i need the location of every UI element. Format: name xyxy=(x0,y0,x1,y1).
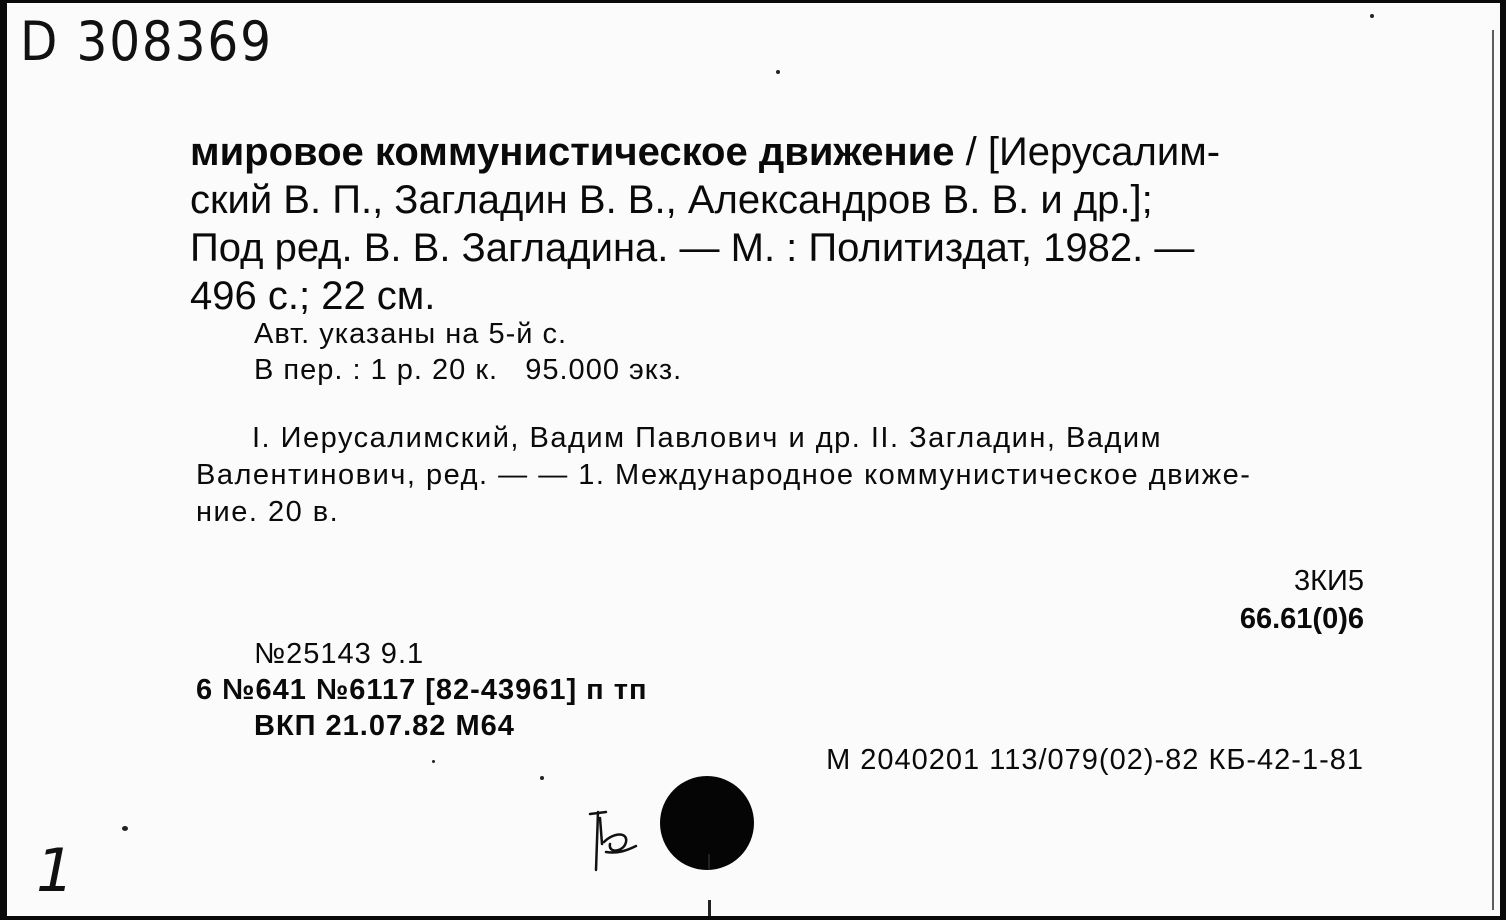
card-border-right xyxy=(1500,0,1506,920)
ink-speck xyxy=(776,70,780,74)
tick-mark-bottom xyxy=(708,900,711,916)
handwritten-mark-icon xyxy=(584,808,644,878)
card-border-top xyxy=(0,0,1506,3)
ink-speck xyxy=(432,760,435,763)
index-line-2: Валентинович, ред. — — 1. Международное коммунистическое движе- xyxy=(196,459,1252,491)
index-line-1: I. Иерусалимский, Вадим Павлович и др. II. Загладин, Вадим xyxy=(252,422,1163,454)
classification-codes xyxy=(1240,562,1364,638)
entry-line-3: Под ред. В. В. Загладина. — М. : Политиздат, 1982. — xyxy=(190,226,1195,270)
entry-line-1-rest: / [Иерусалим- xyxy=(954,130,1221,174)
bibliographic-entry xyxy=(190,128,1370,320)
catalog-line-2: 6 №641 №6117 [82-43961] п тп xyxy=(196,674,648,706)
classification-code-1: 3КИ5 xyxy=(1294,565,1364,597)
entry-line-4: 496 с.; 22 см. xyxy=(190,274,436,318)
classification-code-2: 66.61(0)6 xyxy=(1239,603,1364,635)
entry-notes xyxy=(254,316,682,388)
catalog-line-1: №25143 9.1 xyxy=(254,638,425,670)
entry-line-1 xyxy=(190,128,1370,176)
catalog-line-3: ВКП 21.07.82 М64 xyxy=(254,710,515,742)
catalog-numbers xyxy=(196,636,647,744)
call-number: D 308369 xyxy=(20,10,273,73)
ink-speck xyxy=(540,776,544,780)
card-border-left xyxy=(0,0,7,920)
subject-index xyxy=(196,420,1366,531)
index-line-3: ние. 20 в. xyxy=(196,496,340,528)
ink-speck xyxy=(122,826,128,831)
authors-note: Авт. указаны на 5-й с. xyxy=(254,318,568,350)
card-edge-line xyxy=(1492,30,1494,910)
entry-title: мировое коммунистическое движение xyxy=(190,130,955,174)
punch-hole xyxy=(660,776,754,870)
entry-line-2: ский В. П., Загладин В. В., Александров В. В. и др.]; xyxy=(190,178,1153,222)
card-border-bottom xyxy=(0,916,1506,920)
tick-mark xyxy=(708,854,710,870)
corner-number: 1 xyxy=(36,836,75,906)
price-and-print-run: В пер. : 1 р. 20 к. 95.000 экз. xyxy=(254,354,683,386)
print-code: М 2040201 113/079(02)-82 КБ-42-1-81 xyxy=(826,744,1364,776)
ink-speck xyxy=(1370,14,1374,18)
